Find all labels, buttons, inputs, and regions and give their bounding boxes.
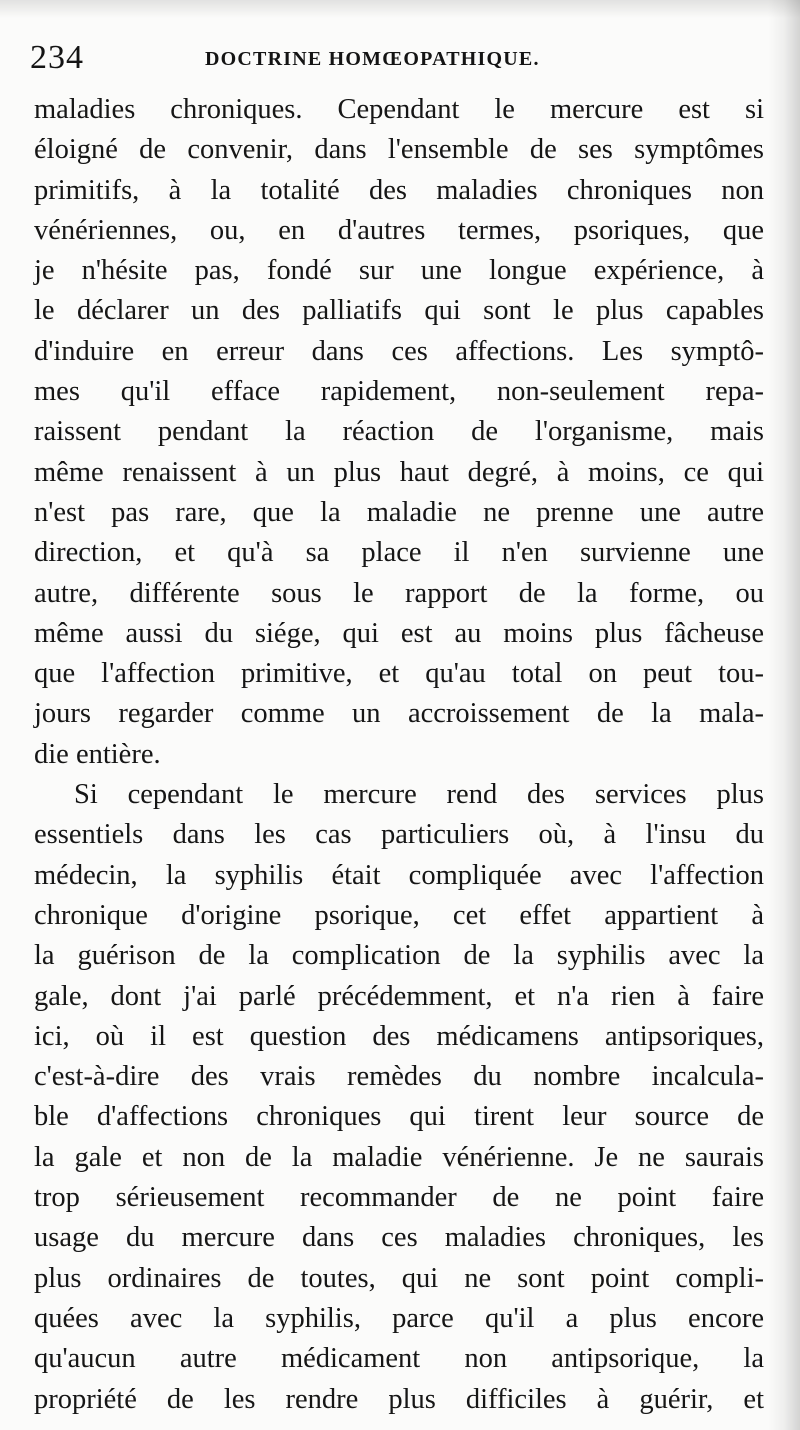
text-line: propriété de les rendre plus difficiles à guérir, et (34, 1383, 764, 1415)
page-edge-shadow (768, 0, 800, 1430)
body-text (34, 90, 764, 1420)
text-line: chronique d'origine psorique, cet effet appartient à (34, 899, 764, 931)
text-line: que l'affection primitive, et qu'au total on peut tou- (34, 658, 764, 690)
text-line: la gale et non de la maladie vénérienne. Je ne saurais (34, 1141, 764, 1173)
text-line: ici, où il est question des médicamens antipsoriques, (34, 1020, 764, 1052)
text-line: maladies chroniques. Cependant le mercure est si (34, 94, 764, 125)
text-line: la guérison de la complication de la syphilis avec la (34, 940, 764, 972)
text-line: essentiels dans les cas particuliers où, à l'insu du (34, 819, 764, 851)
text-line: c'est-à-dire des vrais remèdes du nombre incalcula- (34, 1061, 764, 1093)
running-title: DOCTRINE HOMŒOPATHIQUE. (205, 48, 540, 70)
page-number: 234 (30, 39, 84, 76)
text-line: autre, différente sous le rapport de la forme, ou (34, 577, 764, 609)
text-line: le déclarer un des palliatifs qui sont le plus capables (34, 295, 764, 327)
text-line: direction, et qu'à sa place il n'en survienne une (34, 537, 764, 569)
paragraph-end-line: die entière. (34, 738, 161, 770)
text-line: primitifs, à la totalité des maladies chroniques non (34, 174, 764, 206)
text-line: jours regarder comme un accroissement de la mala- (34, 698, 764, 730)
page-header (30, 36, 770, 80)
text-line: qu'aucun autre médicament non antipsorique, la (34, 1343, 764, 1375)
text-line: trop sérieusement recommander de ne point faire (34, 1182, 764, 1214)
page-top-shadow (0, 0, 800, 18)
text-line: quées avec la syphilis, parce qu'il a plus encore (34, 1302, 764, 1334)
text-line: d'induire en erreur dans ces affections. Les symptô- (34, 335, 764, 367)
text-line: raissent pendant la réaction de l'organisme, mais (34, 416, 764, 448)
text-line: vénériennes, ou, en d'autres termes, psoriques, que (34, 214, 764, 246)
text-line: même renaissent à un plus haut degré, à moins, ce qui (34, 456, 764, 488)
text-line: plus ordinaires de toutes, qui ne sont point compli- (34, 1262, 764, 1294)
text-line: éloigné de convenir, dans l'ensemble de ses symptômes (34, 134, 764, 166)
text-line: n'est pas rare, que la maladie ne prenne une autre (34, 496, 764, 528)
text-line: mes qu'il efface rapidement, non-seulement repa- (34, 376, 764, 408)
text-line: gale, dont j'ai parlé précédemment, et n'a rien à faire (34, 980, 764, 1012)
text-line: usage du mercure dans ces maladies chroniques, les (34, 1222, 764, 1254)
text-line: médecin, la syphilis était compliquée avec l'affection (34, 859, 764, 891)
paragraph-first-line: Si cependant le mercure rend des services plus (74, 779, 764, 811)
text-line: ble d'affections chroniques qui tirent leur source de (34, 1101, 764, 1133)
text-line: je n'hésite pas, fondé sur une longue expérience, à (34, 255, 764, 287)
text-line: même aussi du siége, qui est au moins plus fâcheuse (34, 617, 764, 649)
